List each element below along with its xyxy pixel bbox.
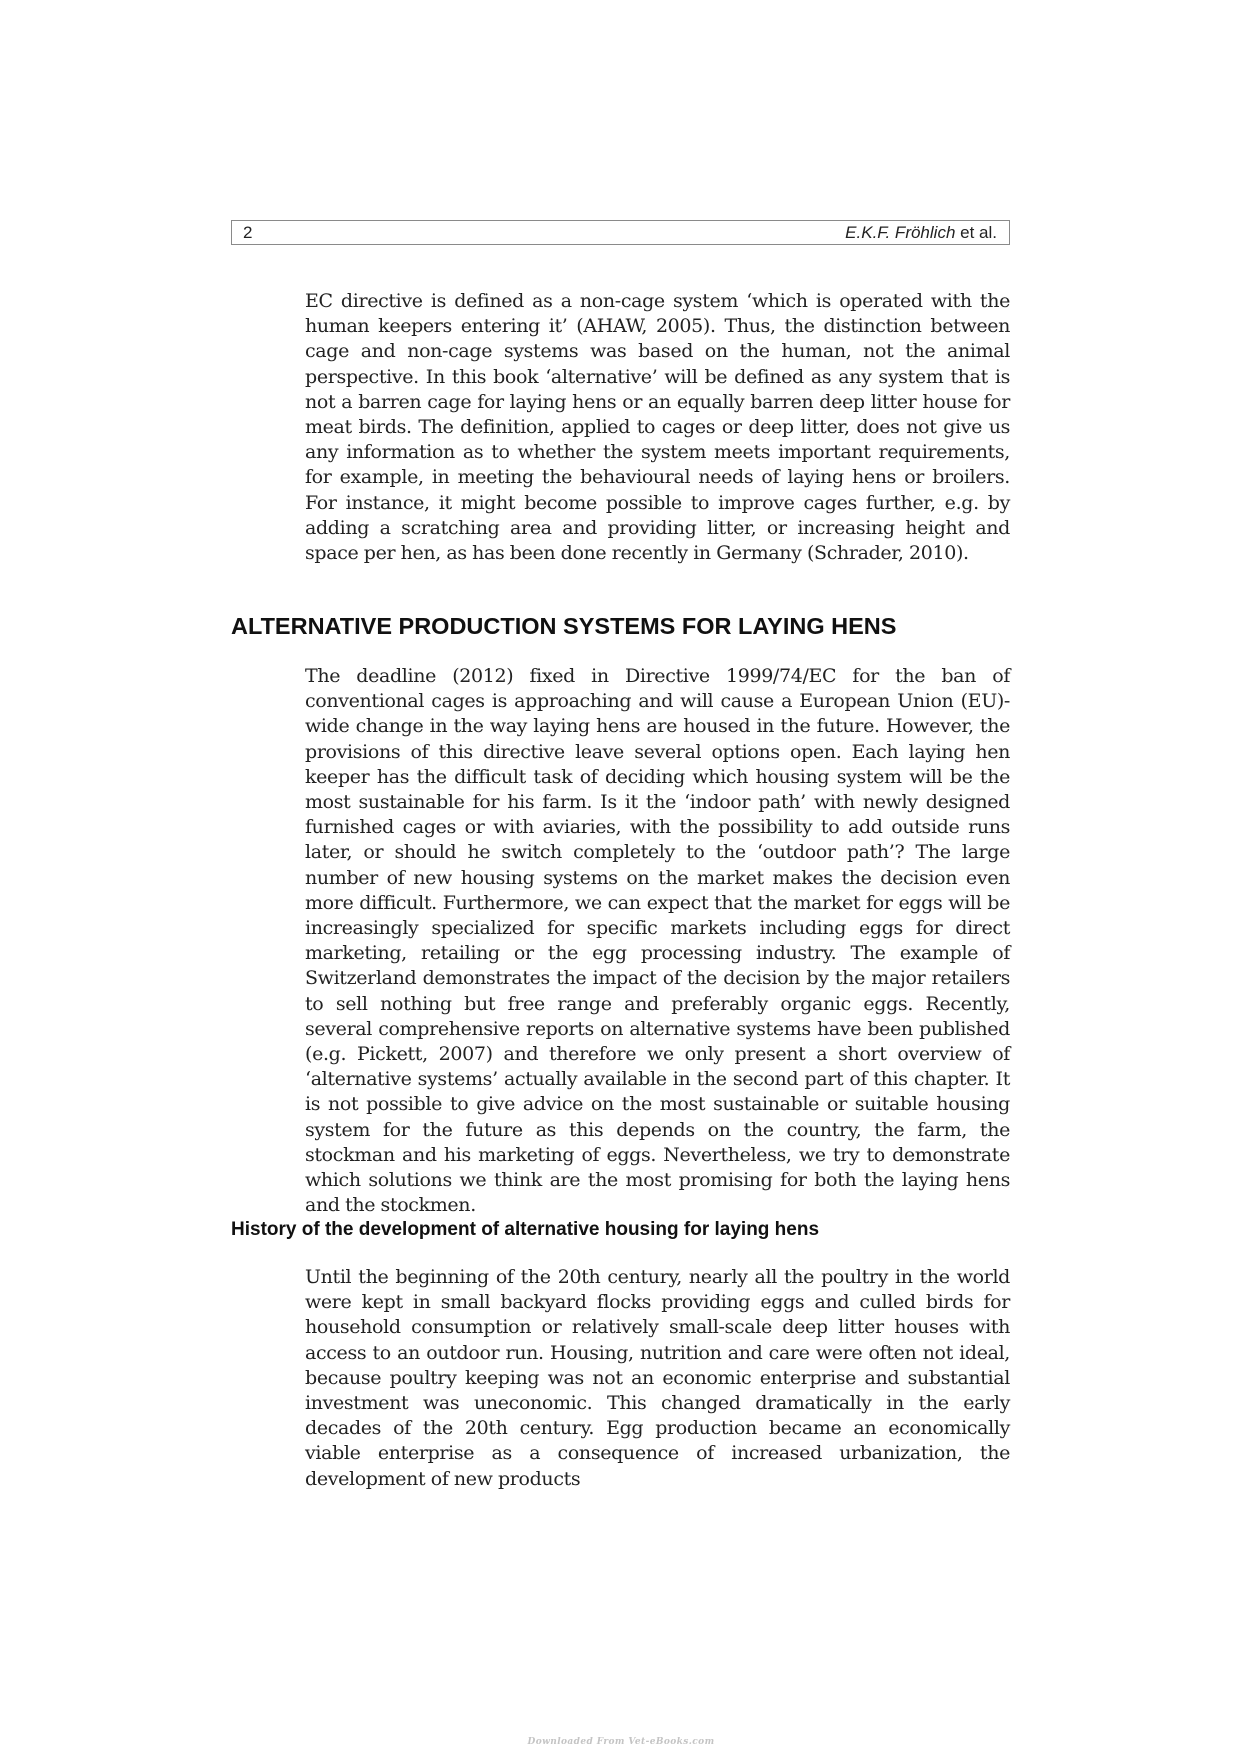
intro-paragraph: EC directive is defined as a non-cage system ‘which is operated with the human keepers entering it’ (AHAW, 2005). Thus, the distinction between cage and non-cage systems was based on the human, not the animal perspective. In this book ‘alternative’ will be defined as any system that is not a barren cage for laying hens or an equally barren deep litter house for meat birds. The definition, applied to cages or deep litter, does not give us any information as to whether the system meets important requirements, for example, in meeting the behavioural needs of laying hens or broilers. For instance, it might become possible to improve cages further, e.g. by adding a scratching area and providing litter, or increasing height and space per hen, as has been done recently in Germany (Schrader, 2010). bbox=[305, 290, 1010, 565]
download-watermark: Downloaded From Vet-eBooks.com bbox=[527, 1737, 715, 1747]
subsection-paragraph: Until the beginning of the 20th century, nearly all the poultry in the world were kept in small backyard flocks providing eggs and culled birds for household consumption or relatively small-scale deep litter houses with access to an outdoor run. Housing, nutrition and care were often not ideal, because poultry keeping was not an economic enterprise and substantial investment was uneconomic. This changed dramatically in the early decades of the 20th century. Egg production became an economically viable enterprise as a consequence of increased urbanization, the development of new products bbox=[305, 1266, 1010, 1490]
section-paragraph: The deadline (2012) fixed in Directive 1999/74/EC for the ban of conventional cages is approaching and will cause a European Union (EU)-wide change in the way laying hens are housed in the future. However, the provisions of this directive leave several options open. Each laying hen keeper has the difficult task of deciding which housing system will be the most sustainable for his farm. Is it the ‘indoor path’ with newly designed furnished cages or with aviaries, with the possibility to add outside runs later, or should he switch completely to the ‘outdoor path’? The large number of new housing systems on the market makes the decision even more difficult. Furthermore, we can expect that the market for eggs will be increasingly specialized for specific markets including eggs for direct marketing, retailing or the egg processing industry. The example of Switzerland demonstrates the impact of the decision by the major retailers to sell nothing but free range and preferably organic eggs. Recently, several comprehensive reports on alternative systems have been published (e.g. Pickett, 2007) and therefore we only present a short overview of ‘alternative systems’ actually available in the second part of this chapter. It is not possible to give advice on the most sustainable or suitable housing system for the future as this depends on the country, the farm, the stockman and his marketing of eggs. Nevertheless, we try to demonstrate which solutions we think are the most promising for both the laying hens and the stockmen. bbox=[305, 665, 1010, 1217]
author-suffix: et al. bbox=[955, 223, 997, 242]
section-heading: ALTERNATIVE PRODUCTION SYSTEMS FOR LAYING HENS bbox=[231, 613, 897, 639]
subsection-heading: History of the development of alternative housing for laying hens bbox=[231, 1219, 820, 1240]
author-name: E.K.F. Fröhlich bbox=[845, 223, 956, 242]
running-header bbox=[231, 220, 1010, 245]
page-number: 2 bbox=[243, 223, 253, 242]
running-header-author bbox=[845, 221, 997, 244]
